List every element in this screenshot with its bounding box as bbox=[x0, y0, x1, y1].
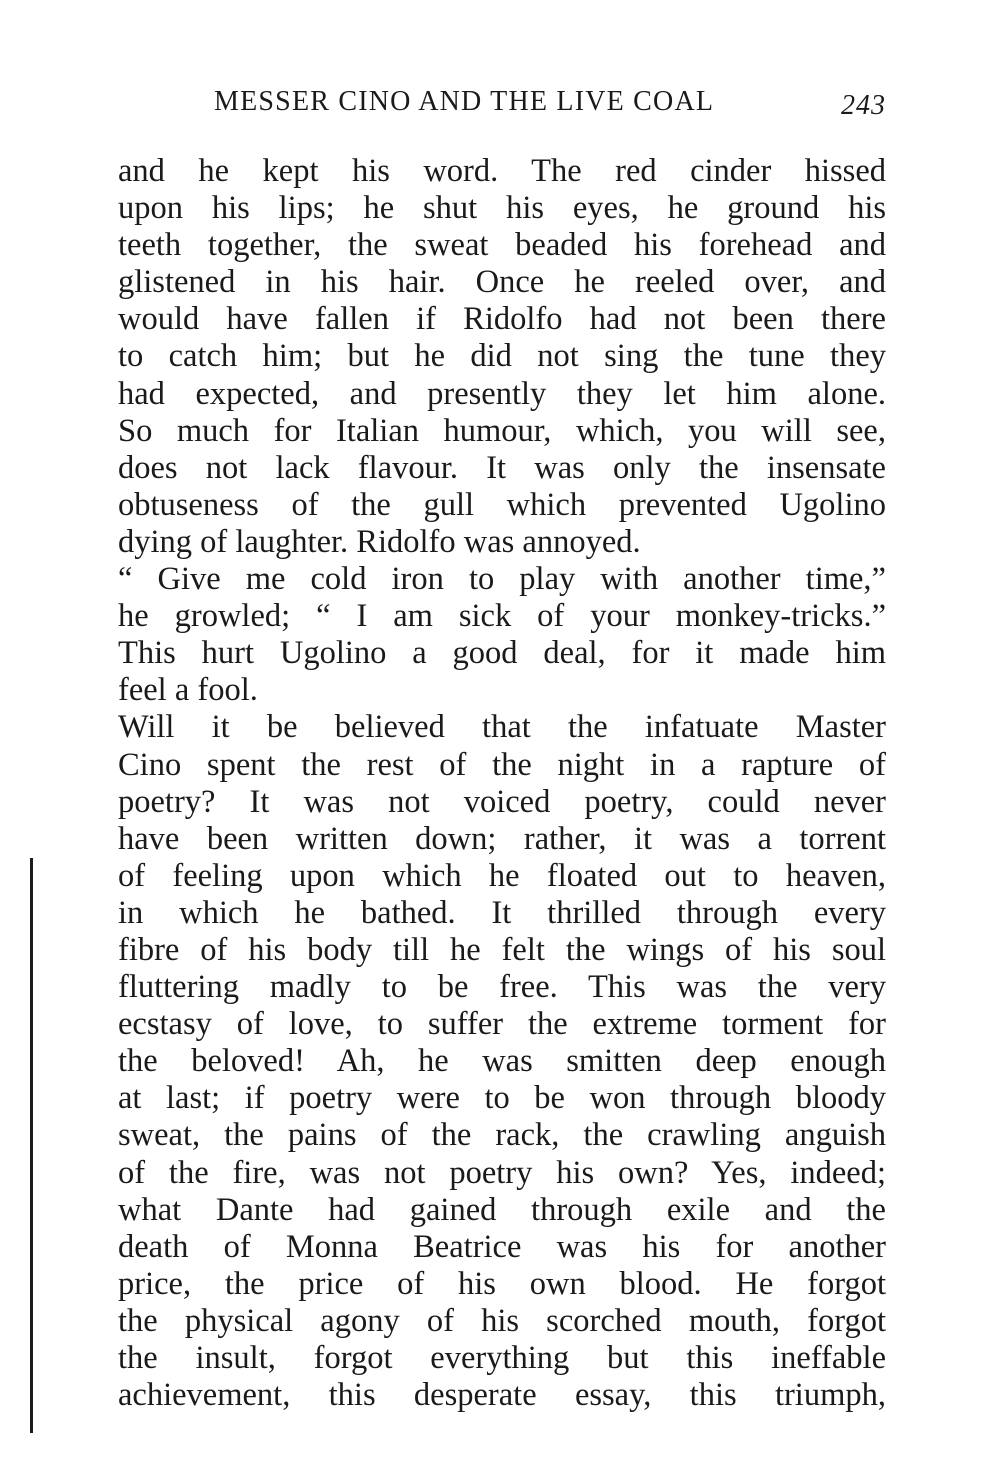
text-line: the insult, forgot everything but this ineffable bbox=[118, 1340, 886, 1376]
text-line: So much for Italian humour, which, you will see, bbox=[118, 412, 886, 449]
text-line: to catch him; but he did not sing the tune they bbox=[118, 338, 886, 375]
text-line: upon his lips; he shut his eyes, he ground his bbox=[118, 190, 886, 227]
text-line: would have fallen if Ridolfo had not been there bbox=[118, 301, 886, 338]
text-line: he growled; “ I am sick of your monkey-tricks.” bbox=[118, 598, 886, 635]
page-number: 243 bbox=[841, 90, 886, 121]
text-line: death of Monna Beatrice was his for another bbox=[118, 1228, 886, 1265]
text-line: of feeling upon which he floated out to heaven, bbox=[118, 857, 886, 894]
text-line: feel a fool. bbox=[118, 672, 258, 709]
text-line: dying of laughter. Ridolfo was annoyed. bbox=[118, 523, 641, 560]
text-line: fluttering madly to be free. This was the very bbox=[118, 969, 886, 1006]
text-line: fibre of his body till he felt the wings of his soul bbox=[118, 931, 886, 968]
text-line: Cino spent the rest of the night in a rapture of bbox=[118, 746, 886, 783]
text-line: This hurt Ugolino a good deal, for it made him bbox=[118, 635, 886, 672]
text-line: poetry? It was not voiced poetry, could never bbox=[118, 783, 886, 820]
text-line: have been written down; rather, it was a torrent bbox=[118, 820, 886, 857]
text-line: Will it be believed that the infatuate Master bbox=[118, 709, 886, 746]
text-line: does not lack flavour. It was only the insensate bbox=[118, 449, 886, 486]
text-line: what Dante had gained through exile and the bbox=[118, 1191, 886, 1228]
text-line: the physical agony of his scorched mouth, forgot bbox=[118, 1302, 886, 1339]
text-line: “ Give me cold iron to play with another time,” bbox=[118, 561, 886, 598]
text-line: achievement, this desperate essay, this triumph, bbox=[118, 1377, 886, 1414]
text-line: and he kept his word. The red cinder hissed bbox=[118, 153, 886, 189]
text-line: teeth together, the sweat beaded his forehead and bbox=[118, 227, 886, 264]
margin-rule bbox=[30, 858, 33, 1433]
running-head bbox=[118, 86, 886, 126]
text-line: price, the price of his own blood. He forgot bbox=[118, 1265, 886, 1302]
body-text bbox=[118, 153, 886, 1414]
text-line: of the fire, was not poetry his own? Yes, indeed; bbox=[118, 1154, 886, 1191]
text-line: glistened in his hair. Once he reeled over, and bbox=[118, 264, 886, 301]
text-line: obtuseness of the gull which prevented Ugolino bbox=[118, 486, 886, 523]
text-line: at last; if poetry were to be won through bloody bbox=[118, 1080, 886, 1117]
text-line: sweat, the pains of the rack, the crawling anguish bbox=[118, 1117, 886, 1154]
text-line: ecstasy of love, to suffer the extreme torment for bbox=[118, 1006, 886, 1043]
text-line: in which he bathed. It thrilled through every bbox=[118, 894, 886, 931]
text-line: had expected, and presently they let him alone. bbox=[118, 375, 886, 412]
running-title: MESSER CINO AND THE LIVE COAL bbox=[214, 86, 715, 117]
text-line: the beloved! Ah, he was smitten deep enough bbox=[118, 1043, 886, 1080]
